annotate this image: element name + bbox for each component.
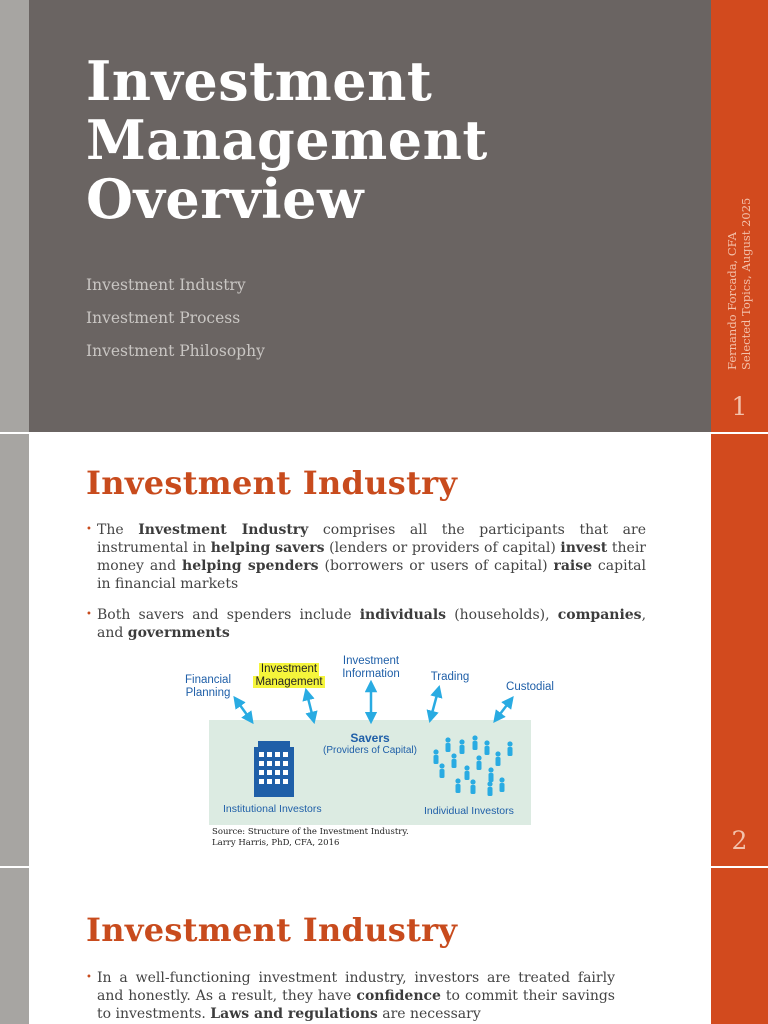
content-slide <box>0 868 768 1024</box>
bold-text: Laws and regulations <box>210 1006 378 1022</box>
text: capital in financial markets <box>97 558 646 592</box>
bold-text: invest <box>560 540 608 556</box>
title-slide <box>0 0 768 432</box>
savers-subtitle: (Providers of Capital) <box>323 745 417 756</box>
savers-label <box>180 731 560 756</box>
label-line: Financial <box>184 674 232 686</box>
label-institutional-investors: Institutional Investors <box>223 803 322 815</box>
page-number: 1 <box>731 392 748 421</box>
label-line: Investment <box>260 663 318 675</box>
text: , and <box>97 607 647 641</box>
bullet-item <box>86 969 615 1023</box>
text: (borrowers or users of capital) <box>318 558 554 574</box>
label-line: Information <box>342 667 400 680</box>
source-line: Source: Structure of the Investment Industry. <box>212 827 409 837</box>
agenda-item: Investment Process <box>86 309 241 327</box>
bold-text: raise <box>553 558 593 574</box>
bullet-item <box>86 521 646 593</box>
label-individual-investors: Individual Investors <box>424 805 514 817</box>
investment-industry-diagram <box>180 655 560 828</box>
label-trading: Trading <box>430 671 470 683</box>
arrow-icon <box>237 701 250 719</box>
agenda-list <box>86 273 265 372</box>
left-strip <box>0 868 29 1024</box>
bullet-list <box>86 521 646 655</box>
author-name: Fernando Forcada, CFA <box>725 232 739 370</box>
text: are necessary <box>377 1006 481 1022</box>
bold-text: governments <box>127 625 230 641</box>
text: comprises all the participants that are instrumental in <box>97 522 647 556</box>
bullet-item <box>86 606 646 642</box>
author-info <box>725 198 753 370</box>
bold-text: helping spenders <box>182 558 319 574</box>
right-accent-bar <box>711 868 768 1024</box>
savers-title: Savers <box>350 731 390 745</box>
content-slide <box>0 434 768 866</box>
text: their money and <box>97 540 646 574</box>
agenda-item: Investment Industry <box>86 276 246 294</box>
text: The <box>97 522 139 538</box>
bullet-list <box>86 969 615 1024</box>
page-number: 2 <box>731 826 748 855</box>
slide-title: Investment Industry <box>86 464 458 502</box>
agenda-item: Investment Philosophy <box>86 342 265 360</box>
arrow-icon <box>497 701 510 718</box>
label-custodial: Custodial <box>506 681 554 693</box>
text: (lenders or providers of capital) <box>324 540 561 556</box>
arrow-icon <box>431 691 438 717</box>
slide-title: Investment Industry <box>86 911 458 949</box>
presentation-subtitle: Selected Topics, August 2025 <box>739 197 753 370</box>
source-citation <box>212 827 409 849</box>
bold-text: companies <box>557 607 642 623</box>
bold-text: helping savers <box>210 540 325 556</box>
bold-text: individuals <box>359 607 447 623</box>
text: Both savers and spenders include <box>97 607 360 623</box>
presentation-title <box>86 49 686 231</box>
left-strip <box>0 434 29 866</box>
left-strip <box>0 0 29 432</box>
source-line: Larry Harris, PhD, CFA, 2016 <box>212 838 340 848</box>
label-line: Management <box>255 675 323 688</box>
label-line: Investment <box>342 655 400 667</box>
arrow-icon <box>307 694 313 718</box>
bold-text: Investment Industry <box>138 522 309 538</box>
title-line: Investment <box>86 49 433 113</box>
title-line: Overview <box>86 167 364 231</box>
label-line: Planning <box>185 686 231 699</box>
text: In a well-functioning investment industry, investors are treated fairly and honestly. As a result, they have <box>97 970 615 1004</box>
text: to commit their savings to investments. <box>97 988 615 1022</box>
title-line: Management <box>86 108 488 172</box>
bold-text: confidence <box>356 988 441 1004</box>
right-accent-bar <box>711 434 768 866</box>
text: (households), <box>446 607 558 623</box>
